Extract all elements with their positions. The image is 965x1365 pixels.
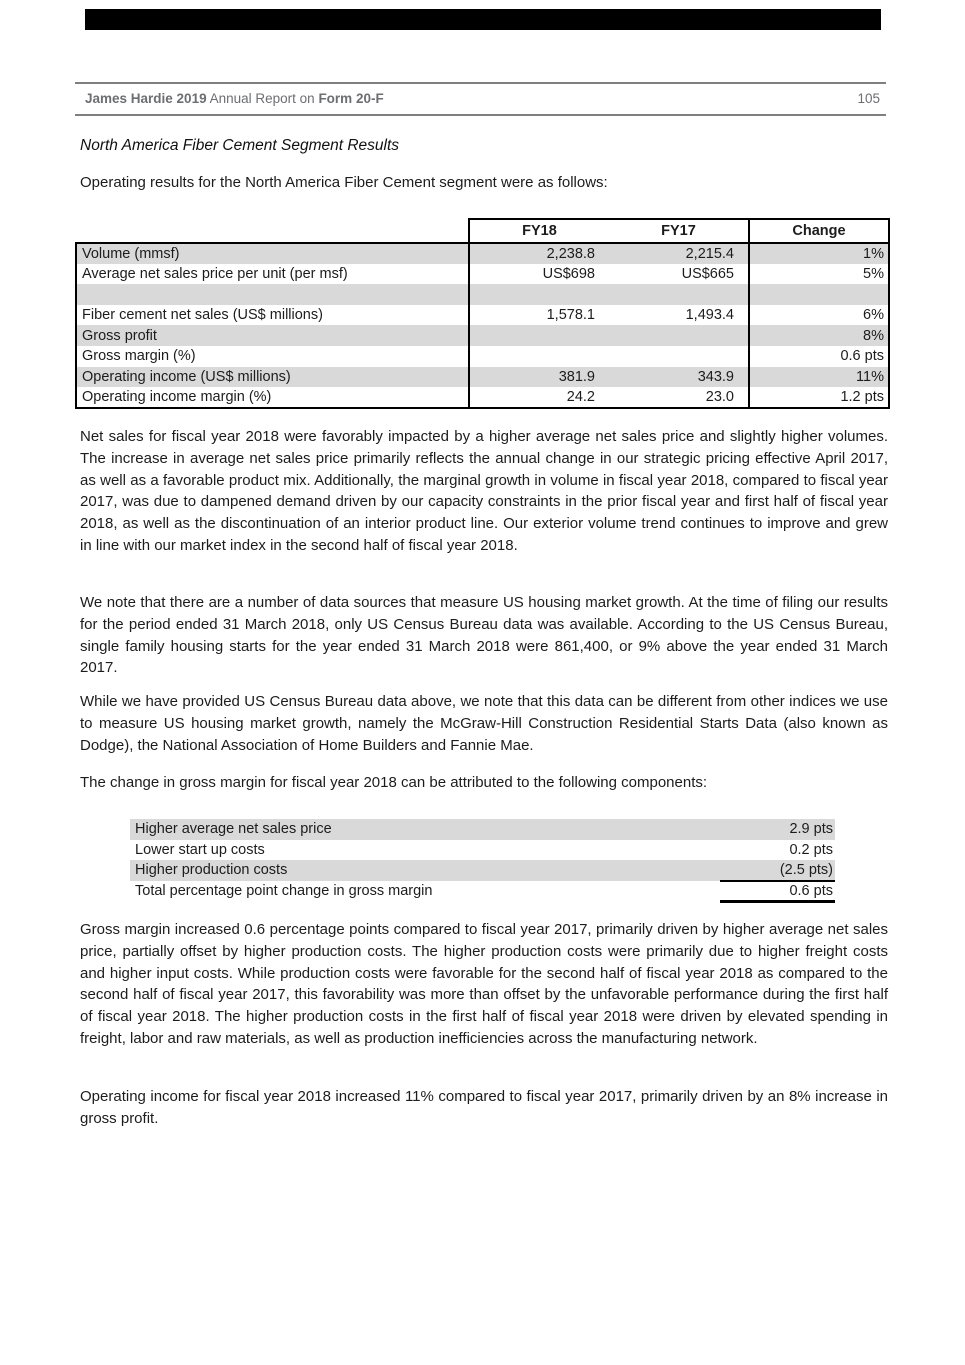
table-row	[76, 387, 889, 408]
header-cell-fy17: FY17	[609, 219, 749, 243]
cell-change: 6%	[749, 305, 889, 326]
margin-row-label: Higher average net sales price	[130, 819, 720, 840]
cell-fy17: 2,215.4	[609, 243, 749, 264]
cell-fy17	[609, 346, 749, 367]
margin-row-label: Total percentage point change in gross margin	[135, 883, 433, 900]
cell-change: 1%	[749, 243, 889, 264]
cell-fy18: 24.2	[469, 387, 609, 408]
row-label: Gross margin (%)	[76, 346, 469, 367]
margin-row	[130, 860, 835, 881]
table-row	[76, 346, 889, 367]
row-label: Operating income (US$ millions)	[76, 367, 469, 388]
cell-fy17	[609, 325, 749, 346]
header-rule-top	[75, 82, 886, 84]
report-title	[85, 91, 384, 106]
margin-row-value: 2.9 pts	[720, 819, 835, 840]
intro-text: Operating results for the North America Fiber Cement segment were as follows:	[80, 174, 608, 191]
cell-change: 0.6 pts	[749, 346, 889, 367]
cell-fy18	[469, 346, 609, 367]
table-row-spacer	[76, 284, 889, 305]
cell-fy17: 23.0	[609, 387, 749, 408]
cell-change	[749, 284, 889, 305]
cell-fy17	[609, 284, 749, 305]
paragraph-operating-income: Operating income for fiscal year 2018 increased 11% compared to fiscal year 2017, primarily driven by an 8% increase in gross profit.	[80, 1088, 888, 1127]
cell-fy18	[469, 325, 609, 346]
row-label: Fiber cement net sales (US$ millions)	[76, 305, 469, 326]
table-row	[76, 264, 889, 285]
cell-fy17: 1,493.4	[685, 307, 734, 324]
top-redaction-bar	[85, 9, 881, 30]
cell-fy17: 343.9	[609, 367, 749, 388]
cell-change: 1.2 pts	[749, 387, 889, 408]
table-row	[76, 325, 889, 346]
results-header-row	[76, 219, 889, 243]
margin-total-row	[130, 881, 835, 902]
table-row	[76, 367, 889, 388]
segment-results-table	[75, 218, 890, 409]
table-row	[76, 243, 889, 264]
cell-fy18: US$698	[469, 264, 609, 285]
report-form: Form 20-F	[318, 91, 384, 106]
paragraph-net-sales: Net sales for fiscal year 2018 were favorably impacted by a higher average net sales price and slightly higher volumes. The increase in average net sales price primarily reflects the annual change in our strategic pricing effective April 2017, as well as a favorable product mix. Additionally, the marginal growth in volume in fiscal year 2018, compared to fiscal year 2017, was due to dampened demand driven by our capacity constraints in the prior fiscal year and first half of fiscal year 2018, as well as the discontinuation of an interior product line. Our exterior volume trend continues to improve and grew in line with our market index in the second half of fiscal year 2018.	[80, 428, 888, 554]
running-header	[85, 91, 880, 106]
header-rule-bottom	[75, 114, 886, 116]
margin-row-value: 0.6 pts	[720, 881, 835, 902]
cell-fy17: US$665	[681, 265, 734, 282]
gross-margin-components-table	[130, 819, 835, 903]
table-row	[76, 305, 889, 326]
margin-row	[130, 840, 835, 861]
row-label: Volume (mmsf)	[76, 243, 469, 264]
cell-change: 11%	[749, 367, 889, 388]
row-label: Gross profit	[76, 325, 469, 346]
cell-fy18	[469, 284, 609, 305]
cell-fy18: 2,238.8	[469, 243, 609, 264]
margin-row-value: (2.5 pts)	[720, 860, 835, 881]
paragraph-gross-margin-discussion: Gross margin increased 0.6 percentage points compared to fiscal year 2017, primarily driven by higher average net sales price, partially offset by higher production costs. The higher production costs were primarily due to higher freight costs and higher input costs. While production costs were favorable for the second half of fiscal year 2018 as compared to the second half of fiscal year 2017, this favorability was more than offset by the unfavorable performance during the first half of fiscal year 2018. The higher production costs in the first half of fiscal year 2018 were driven by elevated spending in freight, labor and raw materials, as well as production inefficiencies across the manufacturing network.	[80, 921, 888, 1047]
paragraph-census-indices: While we have provided US Census Bureau data above, we note that this data can be different from other indices we use to measure US housing market growth, namely the McGraw-Hill Construction Residential Starts Data (also known as Dodge), the National Association of Home Builders and Fannie Mae.	[80, 693, 888, 754]
header-cell-change: Change	[749, 219, 889, 243]
cell-change: 5%	[749, 264, 889, 285]
cell-fy18: 381.9	[469, 367, 609, 388]
margin-row-label: Lower start up costs	[135, 841, 265, 858]
row-label: Average net sales price per unit (per msf)	[76, 264, 469, 285]
section-title: North America Fiber Cement Segment Results	[80, 137, 400, 154]
header-cell-fy18: FY18	[469, 219, 609, 243]
margin-row-value: 0.2 pts	[789, 841, 833, 858]
report-title-middle: Annual Report on	[206, 91, 319, 106]
page-number: 105	[857, 91, 880, 106]
paragraph-data-sources: We note that there are a number of data sources that measure US housing market growth. At the time of filing our results for the period ended 31 March 2018, only US Census Bureau data was available. According to the US Census Bureau, single family housing starts for the year ended 31 March 2018 were 861,400, or 9% above the year ended 31 March 2017.	[80, 594, 888, 677]
row-label: Operating income margin (%)	[76, 387, 469, 408]
report-brand: James Hardie 2019	[85, 91, 207, 106]
header-cell-empty	[76, 219, 469, 243]
cell-fy18: 1,578.1	[469, 305, 609, 326]
cell-change: 8%	[749, 325, 889, 346]
paragraph-gross-margin-intro: The change in gross margin for fiscal year 2018 can be attributed to the following components:	[80, 774, 708, 791]
margin-row	[130, 819, 835, 840]
row-label	[76, 284, 469, 305]
margin-row-label: Higher production costs	[130, 860, 720, 881]
